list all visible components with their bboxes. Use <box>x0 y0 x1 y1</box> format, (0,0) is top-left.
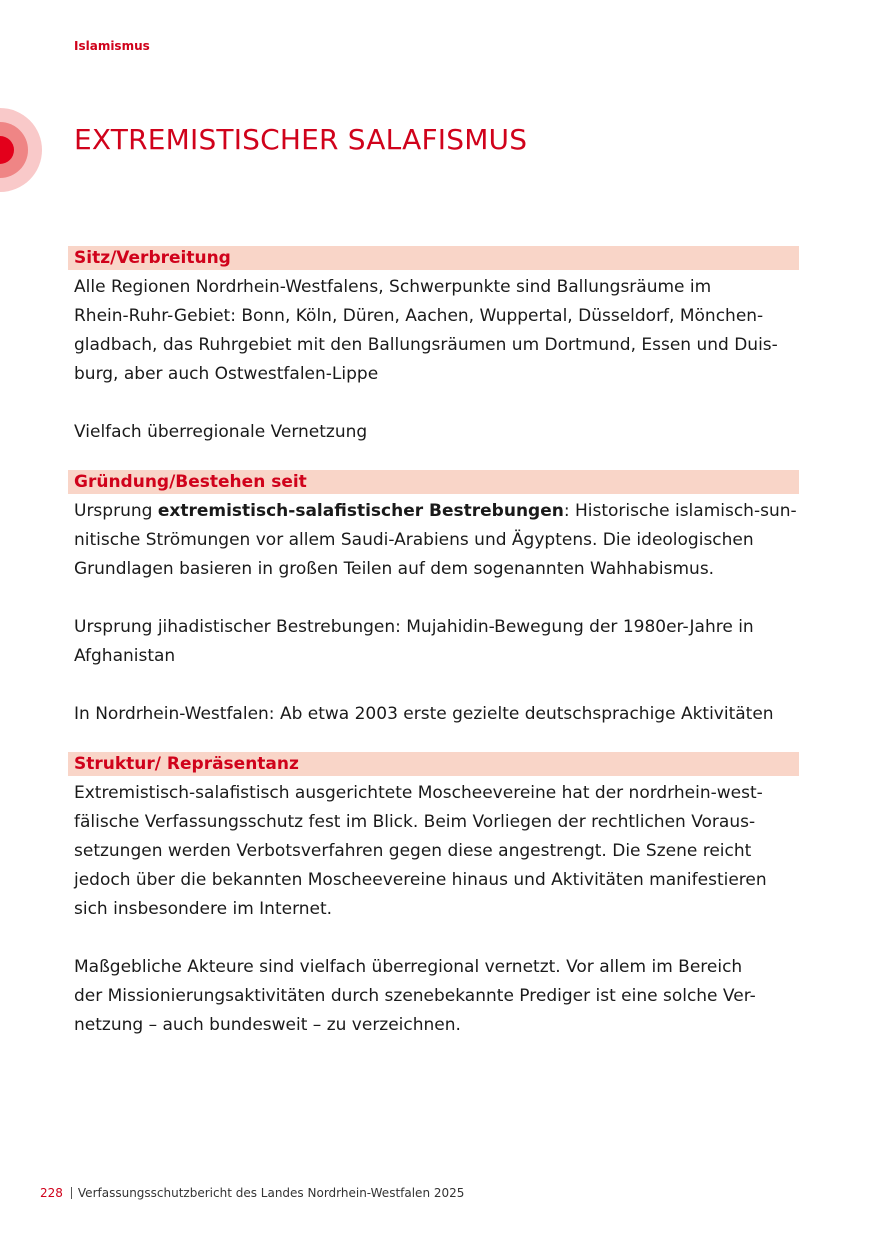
paragraph: Maßgebliche Akteure sind vielfach überregional vernetzt. Vor allem im Bereich der Missionierungsaktivitäten durch szenebekannte Prediger ist eine solche Ver- netzung – auch bundesweit – zu verzeichnen. <box>74 957 756 1035</box>
paragraph: Vielfach überregionale Vernetzung <box>74 422 368 442</box>
footer-divider <box>71 1187 72 1199</box>
section-heading-gruendung: Gründung/Bestehen seit <box>68 470 799 494</box>
page-number: 228 <box>40 1186 63 1200</box>
page-title: EXTREMISTISCHER SALAFISMUS <box>74 123 528 156</box>
paragraph: Ursprung jihadistischer Bestrebungen: Mujahidin-Bewegung der 1980er-Jahre in Afghanistan <box>74 617 754 666</box>
bold-term: extremistisch-salafistischer Bestrebungen <box>157 501 564 521</box>
section-kicker: Islamismus <box>74 39 150 53</box>
section-heading-struktur: Struktur/ Repräsentanz <box>68 752 799 776</box>
page-footer <box>40 1186 464 1200</box>
main-content <box>68 246 799 1040</box>
paragraph: Alle Regionen Nordrhein-Westfalens, Schwerpunkte sind Ballungsräume im Rhein-Ruhr-Gebiet: Bonn, Köln, Düren, Aachen, Wuppertal, Düsseldorf, Mönchen- gladbach, das Ruhrgebiet mit den Ballungsräumen um Dortmund, Essen und Duis- burg, aber auch Ostwestfalen-Lippe <box>74 277 778 384</box>
section-heading-sitz: Sitz/Verbreitung <box>68 246 799 270</box>
paragraph: In Nordrhein-Westfalen: Ab etwa 2003 erste gezielte deutschsprachige Aktivitäten <box>74 704 774 724</box>
target-circle-icon <box>0 108 42 192</box>
paragraph: Extremistisch-salafistisch ausgerichtete Moscheevereine hat der nordrhein-west- fälische Verfassungsschutz fest im Blick. Beim Vorliegen der rechtlichen Voraus- setzungen werden Verbotsverfahren gegen diese angestrengt. Die Szene reicht jedoch über die bekannten Moscheevereine hinaus und Aktivitäten manifestieren sich insbesondere im Internet. <box>74 783 767 919</box>
publication-title: Verfassungsschutzbericht des Landes Nordrhein-Westfalen 2025 <box>77 1186 465 1200</box>
paragraph: Ursprung extremistisch-salafistischer Bestrebungen: Historische islamisch-sun- nitische Strömungen vor allem Saudi-Arabiens und Ägyptens. Die ideologischen Grundlagen basieren in großen Teilen auf dem sogenannten Wahhabismus. <box>74 501 797 579</box>
